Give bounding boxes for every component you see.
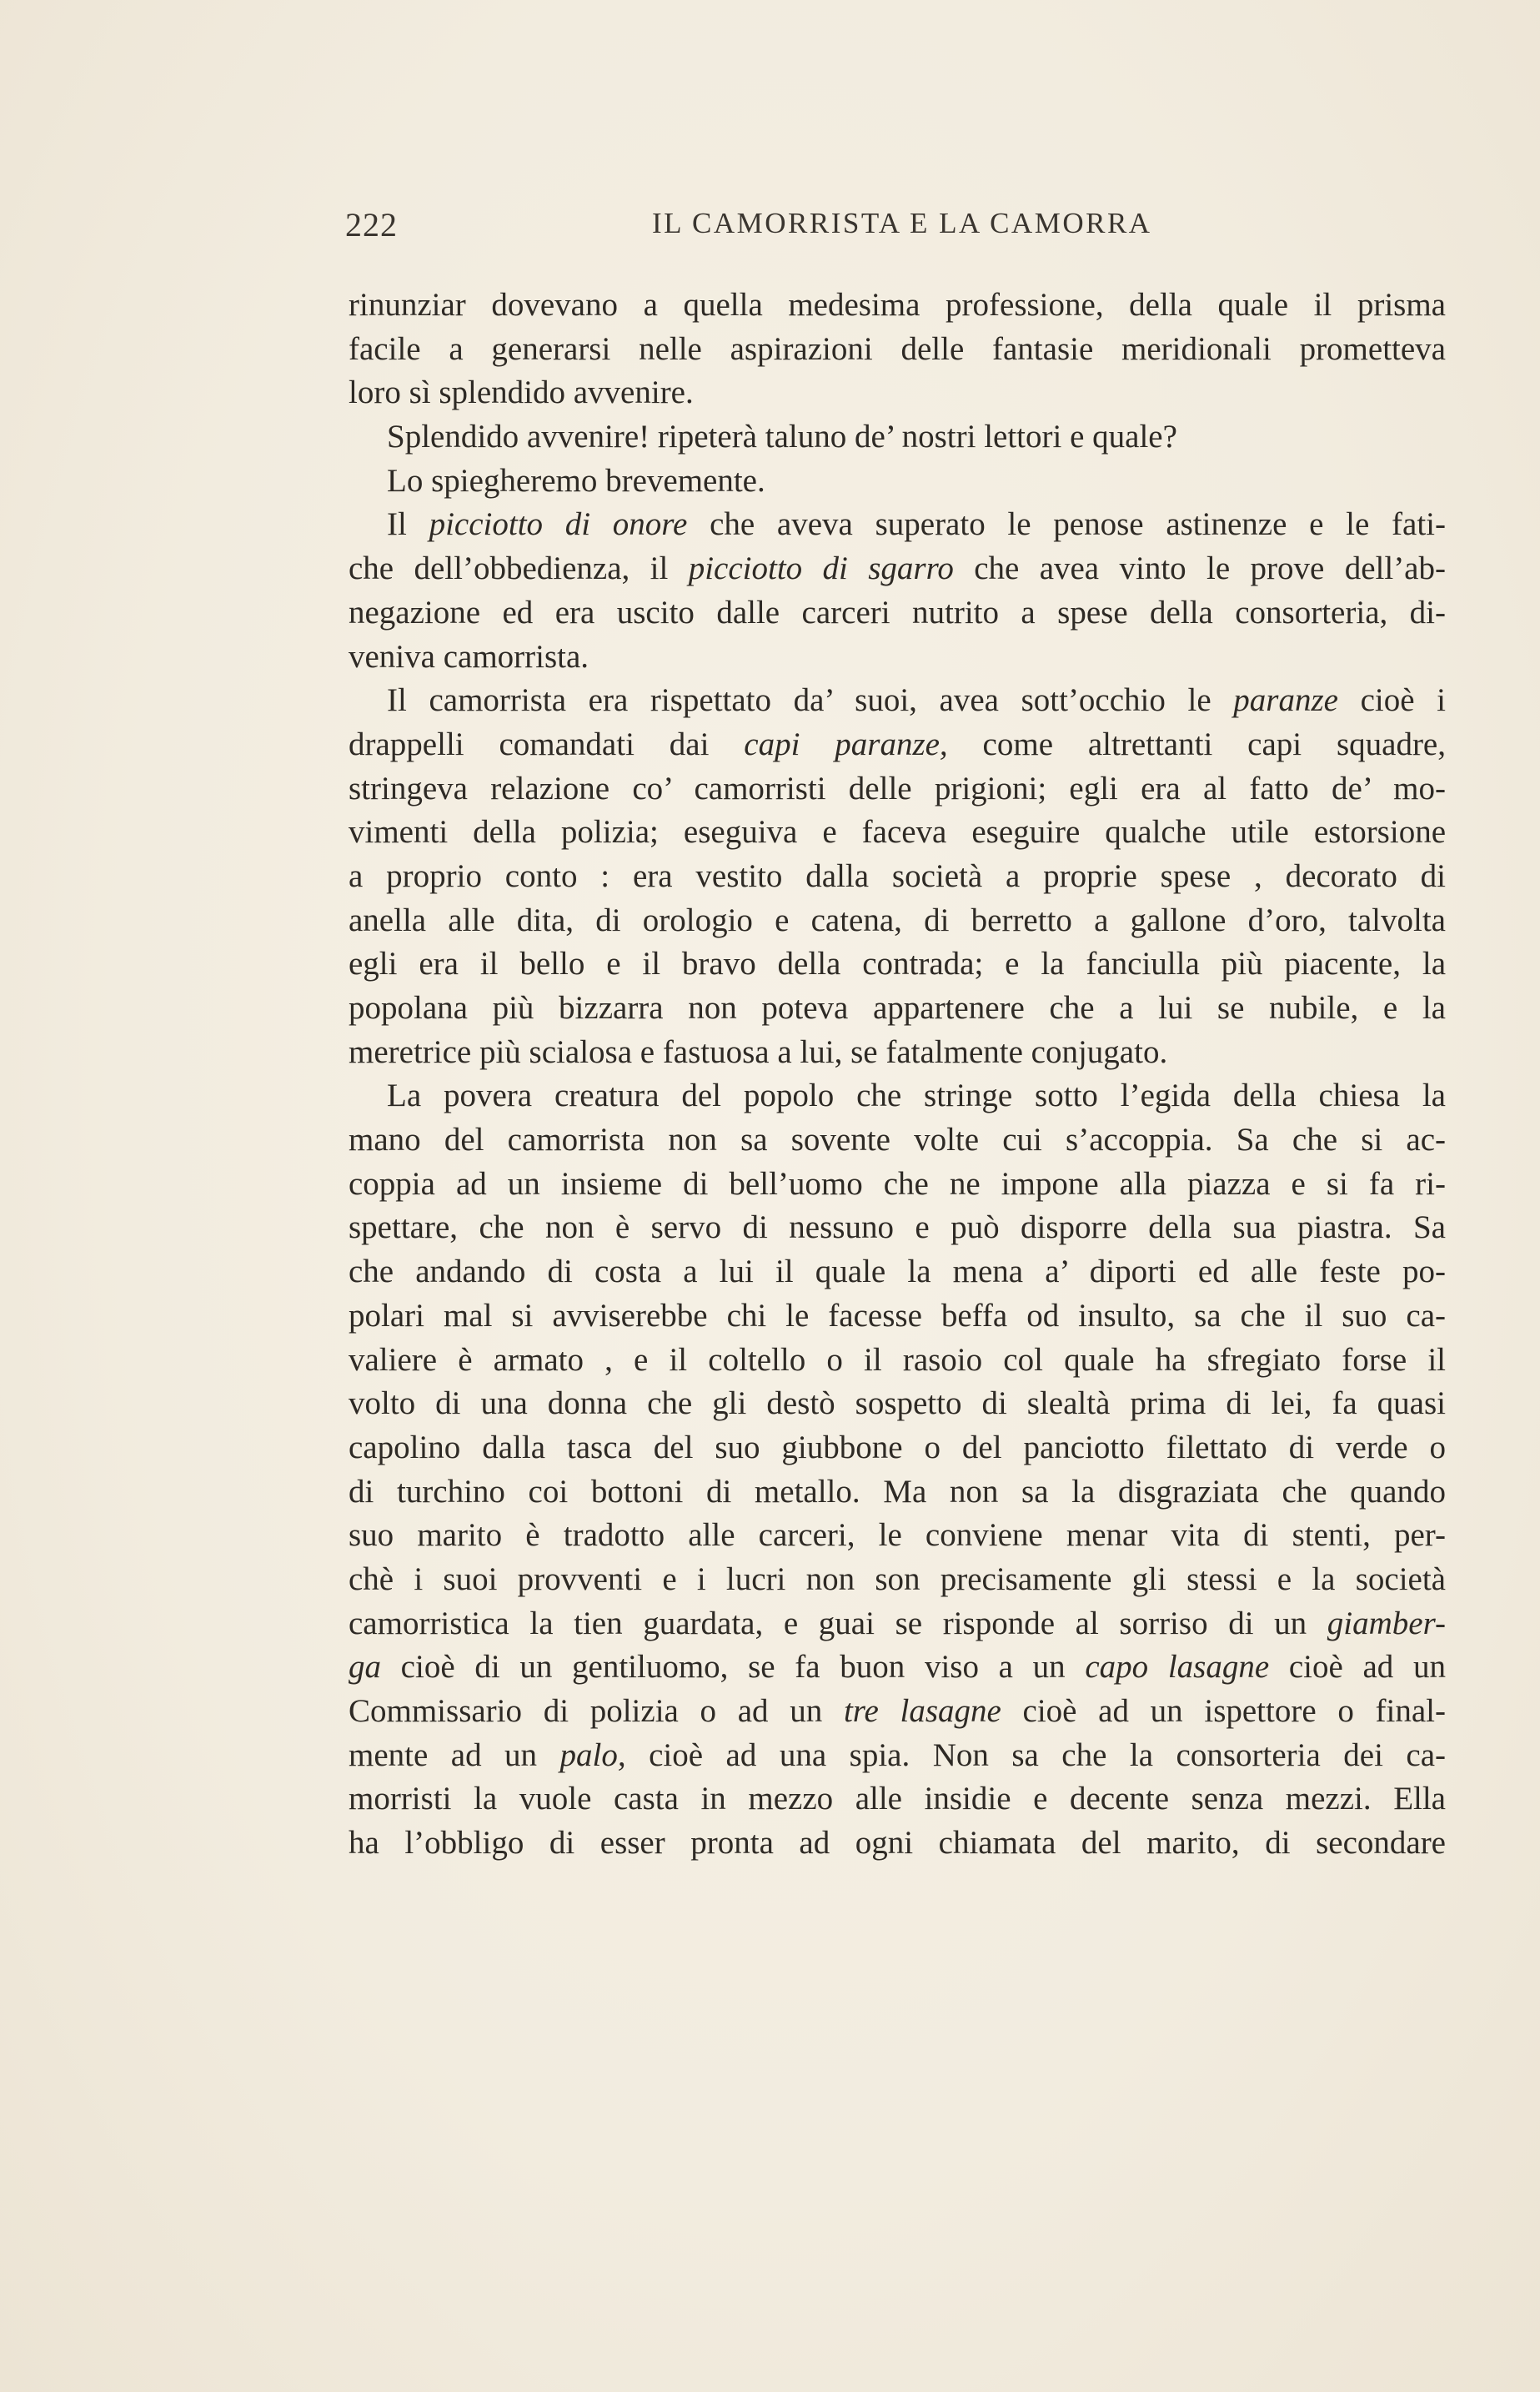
text-line bbox=[349, 591, 1446, 636]
body-text bbox=[349, 284, 1446, 1866]
text-line bbox=[349, 328, 1446, 372]
text-line bbox=[349, 811, 1446, 855]
italic-term: palo, bbox=[559, 1736, 626, 1773]
text-segment: cioè ad una spia. Non sa che la consorteria dei ca- bbox=[625, 1736, 1446, 1773]
italic-term: capo lasagne bbox=[1085, 1649, 1270, 1686]
text-line bbox=[349, 1118, 1446, 1163]
text-line bbox=[349, 767, 1446, 812]
text-segment: rinunziar dovevano a quella medesima professione, della quale il prisma bbox=[349, 287, 1446, 323]
text-segment: che avea vinto le prove dell’ab- bbox=[953, 550, 1446, 587]
text-segment: La povera creatura del popolo che stringe sotto l’egida della chiesa la bbox=[387, 1078, 1446, 1114]
text-segment: cioè i bbox=[1337, 682, 1446, 719]
text-segment: meretrice più scialosa e fastuosa a lui, se fatalmente conjugato. bbox=[349, 1033, 1168, 1070]
text-segment: che andando di costa a lui il quale la mena a’ diporti ed alle feste po- bbox=[349, 1254, 1446, 1290]
italic-term: capi paranze, bbox=[744, 726, 948, 762]
italic-term: picciotto di sgarro bbox=[688, 550, 954, 587]
text-segment: egli era il bello e il bravo della contrada; e la fanciulla più piacente, la bbox=[349, 946, 1446, 982]
text-segment: cioè ad un ispettore o final- bbox=[1001, 1693, 1446, 1729]
text-segment: mano del camorrista non sa sovente volte cui s’accoppia. Sa che si ac- bbox=[349, 1122, 1446, 1158]
text-line bbox=[349, 547, 1446, 591]
text-segment: di turchino coi bottoni di metallo. Ma non sa la disgraziata che quando bbox=[349, 1473, 1446, 1510]
text-line bbox=[349, 371, 1446, 415]
text-line bbox=[349, 503, 1446, 547]
text-segment: Il camorrista era rispettato da’ suoi, avea sott’occhio le bbox=[387, 682, 1234, 719]
text-segment: suo marito è tradotto alle carceri, le conviene menar vita di stenti, per- bbox=[349, 1517, 1446, 1554]
text-segment: ha l’obbligo di esser pronta ad ogni chiamata del marito, di secondare bbox=[349, 1825, 1446, 1862]
text-line bbox=[349, 679, 1446, 723]
text-line bbox=[349, 1294, 1446, 1339]
page-number: 222 bbox=[345, 206, 398, 244]
text-segment: negazione ed era uscito dalle carceri nutrito a spese della consorteria, di- bbox=[349, 594, 1446, 631]
running-head bbox=[345, 205, 1471, 247]
text-segment: Lo spiegheremo brevemente. bbox=[387, 462, 765, 499]
text-line bbox=[349, 415, 1446, 460]
text-segment: Commissario di polizia o ad un bbox=[349, 1693, 844, 1729]
text-segment: stringeva relazione co’ camorristi delle prigioni; egli era al fatto de’ mo- bbox=[349, 770, 1446, 807]
text-segment: spettare, che non è servo di nessuno e può disporre della sua piastra. Sa bbox=[349, 1209, 1446, 1246]
text-segment: valiere è armato , e il coltello o il rasoio col quale ha sfregiato forse il bbox=[349, 1341, 1446, 1378]
text-segment: che dell’obbedienza, il bbox=[349, 550, 689, 587]
text-line bbox=[349, 1074, 1446, 1118]
text-line bbox=[349, 942, 1446, 987]
text-line bbox=[349, 899, 1446, 943]
italic-term: picciotto di onore bbox=[429, 506, 688, 543]
text-line bbox=[349, 723, 1446, 767]
text-segment: morristi la vuole casta in mezzo alle insidie e decente senza mezzi. Ella bbox=[349, 1781, 1446, 1817]
text-line bbox=[349, 1382, 1446, 1426]
text-line bbox=[349, 1690, 1446, 1734]
text-segment: coppia ad un insieme di bell’uomo che ne impone alla piazza e si fa ri- bbox=[349, 1165, 1446, 1202]
text-segment: anella alle dita, di orologio e catena, di berretto a gallone d’oro, talvolta bbox=[349, 902, 1446, 938]
text-segment: cioè ad un bbox=[1269, 1649, 1446, 1686]
text-segment: chè i suoi provventi e i lucri non son precisamente gli stessi e la società bbox=[349, 1560, 1446, 1597]
text-line bbox=[349, 1646, 1446, 1690]
italic-term: paranze bbox=[1233, 682, 1338, 719]
text-segment: cioè di un gentiluomo, se fa buon viso a un bbox=[381, 1649, 1086, 1686]
text-line bbox=[349, 855, 1446, 899]
text-segment: mente ad un bbox=[349, 1736, 560, 1773]
text-line bbox=[349, 1250, 1446, 1294]
text-segment: camorristica la tien guardata, e guai se risponde al sorriso di un bbox=[349, 1605, 1327, 1641]
text-segment: Splendido avvenire! ripeterà taluno de’ nostri lettori e quale? bbox=[387, 419, 1177, 455]
text-segment: popolana più bizzarra non poteva appartenere che a lui se nubile, e la bbox=[349, 990, 1446, 1026]
text-line bbox=[349, 1031, 1446, 1075]
text-segment: che aveva superato le penose astinenze e le fati- bbox=[687, 506, 1446, 543]
text-line bbox=[349, 1602, 1446, 1646]
text-segment: facile a generarsi nelle aspirazioni delle fantasie meridionali prometteva bbox=[349, 330, 1446, 367]
text-line bbox=[349, 1734, 1446, 1778]
text-segment: a proprio conto : era vestito dalla società a proprie spese , decorato di bbox=[349, 857, 1446, 894]
text-segment: vimenti della polizia; eseguiva e faceva eseguire qualche utile estorsione bbox=[349, 814, 1446, 851]
text-segment: veniva camorrista. bbox=[349, 638, 589, 675]
text-segment: Il bbox=[387, 506, 429, 543]
text-line bbox=[349, 987, 1446, 1031]
text-segment: capolino dalla tasca del suo giubbone o del panciotto filettato di verde o bbox=[349, 1429, 1446, 1465]
text-segment: drappelli comandati dai bbox=[349, 726, 745, 762]
text-line bbox=[349, 1777, 1446, 1822]
text-line bbox=[349, 1163, 1446, 1207]
text-line bbox=[349, 1514, 1446, 1558]
italic-term: ga bbox=[349, 1649, 381, 1686]
text-line bbox=[349, 1470, 1446, 1515]
text-line bbox=[349, 1822, 1446, 1866]
text-segment: polari mal si avviserebbe chi le facesse beffa od insulto, sa che il suo ca- bbox=[349, 1297, 1446, 1334]
text-line bbox=[349, 1558, 1446, 1602]
text-line bbox=[349, 1426, 1446, 1470]
text-segment: volto di una donna che gli destò sospetto di slealtà prima di lei, fa quasi bbox=[349, 1385, 1446, 1422]
italic-term: giamber- bbox=[1327, 1605, 1446, 1641]
text-line bbox=[349, 1206, 1446, 1250]
text-segment: loro sì splendido avvenire. bbox=[349, 374, 694, 411]
text-line bbox=[349, 460, 1446, 504]
text-line bbox=[349, 284, 1446, 328]
text-line bbox=[349, 1339, 1446, 1383]
text-line bbox=[349, 636, 1446, 680]
italic-term: tre lasagne bbox=[843, 1693, 1001, 1729]
text-segment: come altrettanti capi squadre, bbox=[947, 726, 1446, 762]
running-title: IL CAMORRISTA E LA CAMORRA bbox=[652, 207, 1152, 239]
